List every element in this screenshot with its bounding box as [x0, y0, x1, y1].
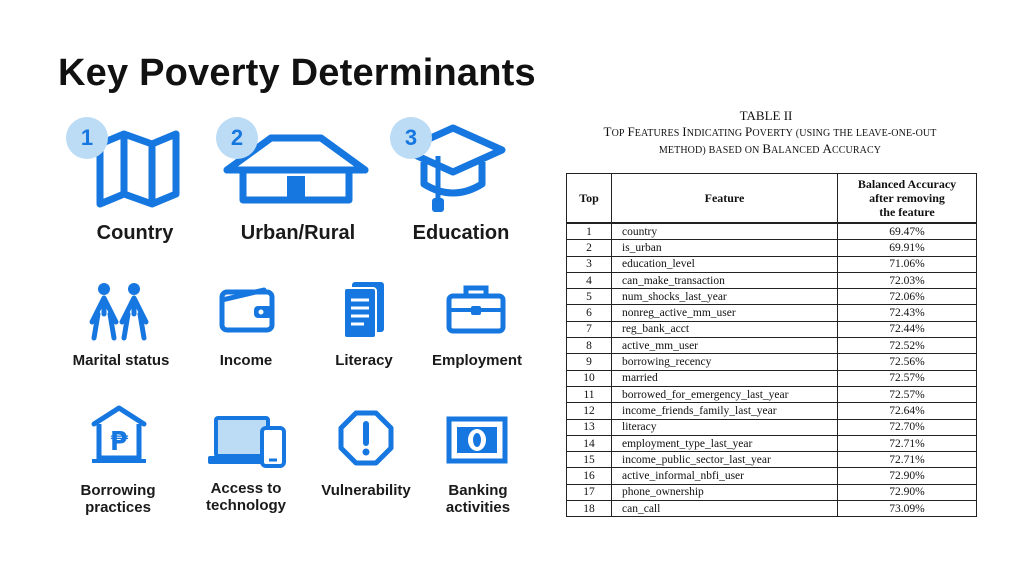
column-header-top: Top — [567, 174, 612, 224]
table-row — [567, 386, 977, 402]
table-row — [567, 321, 977, 337]
wallet-icon — [218, 286, 276, 334]
bank-peso-icon — [90, 404, 148, 464]
table-row — [567, 468, 977, 484]
row-feature-cell: active_informal_nbfi_user — [612, 468, 838, 484]
laptop-phone-icon — [206, 414, 288, 468]
row-feature-cell: is_urban — [612, 240, 838, 256]
row-accuracy-cell: 73.09% — [838, 501, 977, 517]
table-row — [567, 338, 977, 354]
determinant-label-access-to-technology: Access to technology — [205, 480, 286, 514]
row-accuracy-cell: 72.71% — [838, 435, 977, 451]
row-rank-cell: 15 — [567, 452, 612, 468]
row-accuracy-cell: 72.43% — [838, 305, 977, 321]
table-row — [567, 305, 977, 321]
determinant-label-literacy: Literacy — [335, 352, 393, 369]
determinant-label-vulnerability: Vulnerability — [321, 482, 411, 499]
banknote-icon — [446, 416, 508, 464]
table-row — [567, 223, 977, 240]
table-row — [567, 435, 977, 451]
determinant-label-education: Education — [412, 222, 510, 244]
row-accuracy-cell: 72.06% — [838, 289, 977, 305]
determinant-label-marital-status: Marital status — [72, 352, 170, 369]
row-feature-cell: married — [612, 370, 838, 386]
row-accuracy-cell: 72.52% — [838, 338, 977, 354]
row-rank-cell: 6 — [567, 305, 612, 321]
table-row — [567, 403, 977, 419]
rank-badge-2: 2 — [216, 117, 258, 159]
features-table — [566, 173, 977, 517]
briefcase-icon — [446, 284, 506, 334]
row-feature-cell: num_shocks_last_year — [612, 289, 838, 305]
rank-badge-1: 1 — [66, 117, 108, 159]
row-feature-cell: income_public_sector_last_year — [612, 452, 838, 468]
row-accuracy-cell: 72.90% — [838, 484, 977, 500]
row-feature-cell: nonreg_active_mm_user — [612, 305, 838, 321]
table-row — [567, 256, 977, 272]
determinant-label-borrowing-practices: Borrowing practices — [80, 482, 156, 516]
table-row — [567, 452, 977, 468]
row-rank-cell: 16 — [567, 468, 612, 484]
row-feature-cell: literacy — [612, 419, 838, 435]
table-label: TABLE II — [739, 108, 793, 123]
row-accuracy-cell: 72.56% — [838, 354, 977, 370]
table-row — [567, 354, 977, 370]
alert-octagon-icon — [338, 410, 394, 466]
row-rank-cell: 8 — [567, 338, 612, 354]
row-accuracy-cell: 72.57% — [838, 370, 977, 386]
row-rank-cell: 17 — [567, 484, 612, 500]
table-caption — [560, 108, 980, 158]
row-accuracy-cell: 72.64% — [838, 403, 977, 419]
table-row — [567, 272, 977, 288]
row-rank-cell: 11 — [567, 386, 612, 402]
row-feature-cell: active_mm_user — [612, 338, 838, 354]
row-rank-cell: 12 — [567, 403, 612, 419]
row-rank-cell: 3 — [567, 256, 612, 272]
row-rank-cell: 9 — [567, 354, 612, 370]
rank-badge-3: 3 — [390, 117, 432, 159]
column-header-accuracy: Balanced Accuracy after removing the feature — [838, 174, 977, 224]
row-accuracy-cell: 72.70% — [838, 419, 977, 435]
table-row — [567, 370, 977, 386]
row-rank-cell: 18 — [567, 501, 612, 517]
row-accuracy-cell: 72.71% — [838, 452, 977, 468]
row-rank-cell: 10 — [567, 370, 612, 386]
row-accuracy-cell: 72.03% — [838, 272, 977, 288]
table-row — [567, 484, 977, 500]
row-feature-cell: can_make_transaction — [612, 272, 838, 288]
row-feature-cell: can_call — [612, 501, 838, 517]
table-row — [567, 501, 977, 517]
row-accuracy-cell: 72.90% — [838, 468, 977, 484]
column-header-feature: Feature — [612, 174, 838, 224]
row-rank-cell: 14 — [567, 435, 612, 451]
table-caption-line1: TOP FEATURES INDICATING POVERTY (USING THE LEAVE-ONE-OUT — [603, 124, 937, 139]
table-caption-line2: METHOD) BASED ON BALANCED ACCURACY — [658, 141, 882, 156]
row-feature-cell: reg_bank_acct — [612, 321, 838, 337]
row-rank-cell: 5 — [567, 289, 612, 305]
row-feature-cell: education_level — [612, 256, 838, 272]
row-accuracy-cell: 69.47% — [838, 223, 977, 240]
svg-text:₱: ₱ — [109, 427, 129, 457]
row-feature-cell: employment_type_last_year — [612, 435, 838, 451]
row-rank-cell: 13 — [567, 419, 612, 435]
slide-title: Key Poverty Determinants — [58, 52, 536, 94]
row-feature-cell: income_friends_family_last_year — [612, 403, 838, 419]
row-feature-cell: phone_ownership — [612, 484, 838, 500]
table-row — [567, 240, 977, 256]
determinant-label-banking-activities: Banking activities — [445, 482, 511, 516]
row-rank-cell: 7 — [567, 321, 612, 337]
document-icon — [340, 280, 386, 340]
row-rank-cell: 4 — [567, 272, 612, 288]
row-feature-cell: country — [612, 223, 838, 240]
row-accuracy-cell: 71.06% — [838, 256, 977, 272]
determinant-label-employment: Employment — [431, 352, 522, 369]
row-accuracy-cell: 69.91% — [838, 240, 977, 256]
determinant-label-urban-rural: Urban/Rural — [240, 222, 356, 244]
row-rank-cell: 2 — [567, 240, 612, 256]
row-accuracy-cell: 72.44% — [838, 321, 977, 337]
couple-icon — [86, 282, 152, 340]
row-rank-cell: 1 — [567, 223, 612, 240]
table-row — [567, 289, 977, 305]
row-accuracy-cell: 72.57% — [838, 386, 977, 402]
row-feature-cell: borrowed_for_emergency_last_year — [612, 386, 838, 402]
determinant-label-income: Income — [219, 352, 273, 369]
determinant-label-country: Country — [96, 222, 174, 244]
row-feature-cell: borrowing_recency — [612, 354, 838, 370]
table-row — [567, 419, 977, 435]
map-icon — [96, 130, 180, 208]
